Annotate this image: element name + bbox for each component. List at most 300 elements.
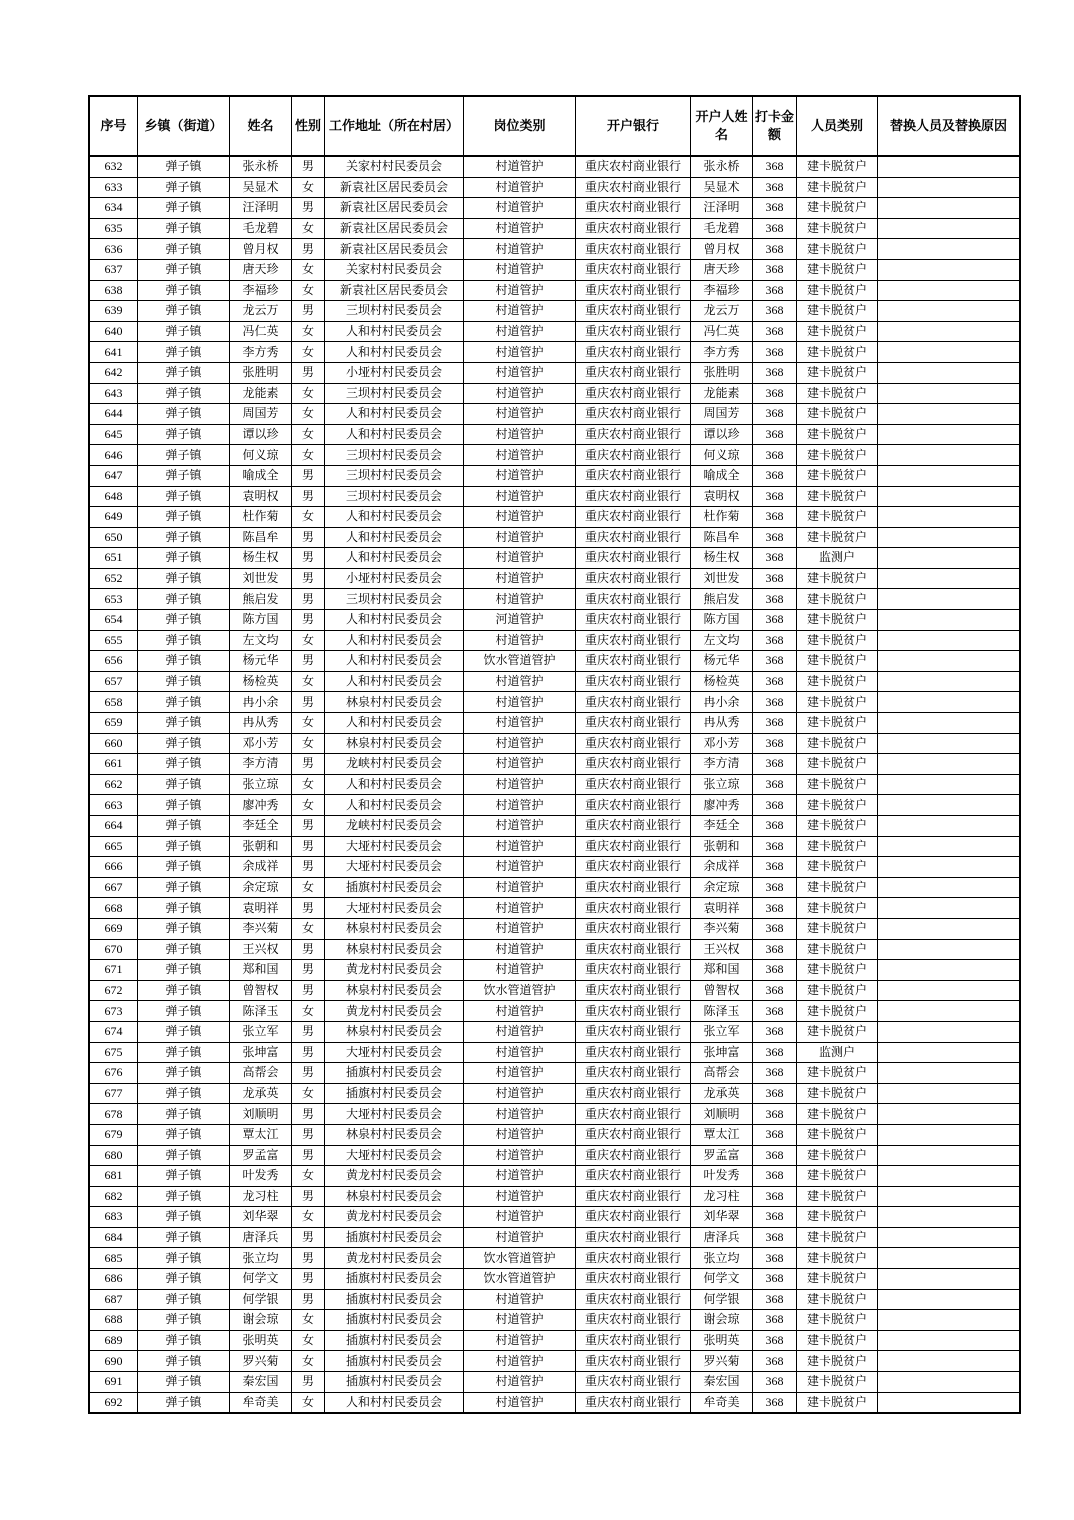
cell-township: 弹子镇: [138, 1166, 230, 1187]
cell-bank: 重庆农村商业银行: [576, 1330, 691, 1351]
cell-account-holder: 张永桥: [691, 156, 753, 177]
cell-job-category: 村道管护: [464, 1021, 576, 1042]
cell-work-address: 龙峡村村民委员会: [325, 754, 464, 775]
cell-replacement: [878, 321, 1021, 342]
cell-work-address: 人和村村民委员会: [325, 1392, 464, 1413]
cell-account-holder: 张明英: [691, 1330, 753, 1351]
cell-personnel-category: 建卡脱贫户: [797, 857, 878, 878]
cell-amount: 368: [753, 280, 797, 301]
cell-job-category: 村道管护: [464, 1372, 576, 1393]
cell-bank: 重庆农村商业银行: [576, 1392, 691, 1413]
cell-amount: 368: [753, 980, 797, 1001]
cell-amount: 368: [753, 239, 797, 260]
cell-gender: 女: [292, 342, 325, 363]
cell-serial: 682: [89, 1186, 138, 1207]
cell-replacement: [878, 651, 1021, 672]
cell-name: 张朝和: [230, 836, 292, 857]
cell-amount: 368: [753, 259, 797, 280]
cell-replacement: [878, 527, 1021, 548]
cell-name: 唐泽兵: [230, 1227, 292, 1248]
table-row: [89, 1145, 1020, 1166]
cell-name: 汪泽明: [230, 198, 292, 219]
cell-work-address: 插旗村村民委员会: [325, 1310, 464, 1331]
cell-gender: 男: [292, 980, 325, 1001]
cell-personnel-category: 建卡脱贫户: [797, 1372, 878, 1393]
cell-work-address: 人和村村民委员会: [325, 424, 464, 445]
cell-work-address: 插旗村村民委员会: [325, 1227, 464, 1248]
cell-bank: 重庆农村商业银行: [576, 1063, 691, 1084]
cell-work-address: 插旗村村民委员会: [325, 1063, 464, 1084]
cell-serial: 678: [89, 1104, 138, 1125]
cell-account-holder: 罗兴菊: [691, 1351, 753, 1372]
cell-township: 弹子镇: [138, 733, 230, 754]
cell-job-category: 村道管护: [464, 383, 576, 404]
table-row: [89, 1310, 1020, 1331]
cell-amount: 368: [753, 1330, 797, 1351]
cell-bank: 重庆农村商业银行: [576, 568, 691, 589]
cell-serial: 664: [89, 816, 138, 837]
cell-personnel-category: 建卡脱贫户: [797, 980, 878, 1001]
cell-work-address: 大垭村村民委员会: [325, 1042, 464, 1063]
cell-job-category: 村道管护: [464, 1042, 576, 1063]
cell-name: 李廷全: [230, 816, 292, 837]
cell-gender: 男: [292, 548, 325, 569]
cell-gender: 女: [292, 424, 325, 445]
cell-amount: 368: [753, 960, 797, 981]
cell-amount: 368: [753, 321, 797, 342]
cell-serial: 657: [89, 671, 138, 692]
cell-personnel-category: 建卡脱贫户: [797, 918, 878, 939]
cell-bank: 重庆农村商业银行: [576, 754, 691, 775]
cell-account-holder: 刘华翠: [691, 1207, 753, 1228]
cell-township: 弹子镇: [138, 342, 230, 363]
table-row: [89, 383, 1020, 404]
cell-bank: 重庆农村商业银行: [576, 692, 691, 713]
cell-bank: 重庆农村商业银行: [576, 1269, 691, 1290]
column-header-job-category: 岗位类别: [464, 96, 576, 156]
cell-name: 刘顺明: [230, 1104, 292, 1125]
cell-replacement: [878, 589, 1021, 610]
cell-replacement: [878, 280, 1021, 301]
table-row: [89, 404, 1020, 425]
cell-job-category: 村道管护: [464, 177, 576, 198]
cell-township: 弹子镇: [138, 280, 230, 301]
cell-serial: 632: [89, 156, 138, 177]
cell-gender: 男: [292, 527, 325, 548]
cell-serial: 680: [89, 1145, 138, 1166]
cell-job-category: 村道管护: [464, 156, 576, 177]
cell-personnel-category: 建卡脱贫户: [797, 1145, 878, 1166]
cell-serial: 691: [89, 1372, 138, 1393]
cell-work-address: 插旗村村民委员会: [325, 1083, 464, 1104]
cell-name: 张胜明: [230, 362, 292, 383]
cell-name: 廖冲秀: [230, 795, 292, 816]
cell-replacement: [878, 424, 1021, 445]
cell-work-address: 三坝村村民委员会: [325, 445, 464, 466]
table-row: [89, 1351, 1020, 1372]
table-row: [89, 156, 1020, 177]
cell-township: 弹子镇: [138, 424, 230, 445]
cell-work-address: 龙峡村村民委员会: [325, 816, 464, 837]
cell-bank: 重庆农村商业银行: [576, 630, 691, 651]
cell-bank: 重庆农村商业银行: [576, 939, 691, 960]
cell-job-category: 饮水管道管护: [464, 1269, 576, 1290]
cell-serial: 647: [89, 465, 138, 486]
cell-amount: 368: [753, 836, 797, 857]
cell-bank: 重庆农村商业银行: [576, 918, 691, 939]
cell-account-holder: 龙云万: [691, 301, 753, 322]
cell-replacement: [878, 362, 1021, 383]
cell-serial: 688: [89, 1310, 138, 1331]
cell-name: 陈昌牟: [230, 527, 292, 548]
header-row: [89, 96, 1020, 156]
cell-account-holder: 余成祥: [691, 857, 753, 878]
cell-township: 弹子镇: [138, 877, 230, 898]
cell-personnel-category: 建卡脱贫户: [797, 816, 878, 837]
cell-gender: 男: [292, 1227, 325, 1248]
cell-gender: 男: [292, 568, 325, 589]
cell-amount: 368: [753, 671, 797, 692]
cell-name: 张坤富: [230, 1042, 292, 1063]
cell-personnel-category: 建卡脱贫户: [797, 651, 878, 672]
table-row: [89, 259, 1020, 280]
cell-gender: 男: [292, 1145, 325, 1166]
cell-work-address: 大垭村村民委员会: [325, 898, 464, 919]
table-row: [89, 1207, 1020, 1228]
cell-serial: 637: [89, 259, 138, 280]
table-row: [89, 321, 1020, 342]
cell-gender: 男: [292, 816, 325, 837]
cell-job-category: 村道管护: [464, 218, 576, 239]
cell-personnel-category: 建卡脱贫户: [797, 1289, 878, 1310]
cell-account-holder: 李福珍: [691, 280, 753, 301]
cell-personnel-category: 建卡脱贫户: [797, 177, 878, 198]
cell-serial: 659: [89, 713, 138, 734]
cell-name: 何学银: [230, 1289, 292, 1310]
cell-job-category: 村道管护: [464, 568, 576, 589]
cell-account-holder: 何义琼: [691, 445, 753, 466]
cell-amount: 368: [753, 1021, 797, 1042]
cell-job-category: 村道管护: [464, 589, 576, 610]
cell-serial: 649: [89, 507, 138, 528]
cell-name: 吴显术: [230, 177, 292, 198]
cell-bank: 重庆农村商业银行: [576, 177, 691, 198]
cell-job-category: 村道管护: [464, 424, 576, 445]
cell-job-category: 村道管护: [464, 1330, 576, 1351]
cell-name: 张立均: [230, 1248, 292, 1269]
cell-serial: 692: [89, 1392, 138, 1413]
cell-gender: 男: [292, 1269, 325, 1290]
cell-bank: 重庆农村商业银行: [576, 507, 691, 528]
cell-bank: 重庆农村商业银行: [576, 1310, 691, 1331]
cell-personnel-category: 建卡脱贫户: [797, 342, 878, 363]
cell-amount: 368: [753, 1207, 797, 1228]
cell-amount: 368: [753, 486, 797, 507]
cell-township: 弹子镇: [138, 1330, 230, 1351]
cell-serial: 681: [89, 1166, 138, 1187]
table-row: [89, 1063, 1020, 1084]
cell-name: 谢会琼: [230, 1310, 292, 1331]
table-row: [89, 445, 1020, 466]
cell-name: 刘华翠: [230, 1207, 292, 1228]
cell-work-address: 黄龙村村民委员会: [325, 1248, 464, 1269]
cell-gender: 男: [292, 486, 325, 507]
cell-job-category: 村道管护: [464, 939, 576, 960]
table-row: [89, 795, 1020, 816]
cell-name: 熊启发: [230, 589, 292, 610]
cell-account-holder: 冉从秀: [691, 713, 753, 734]
cell-account-holder: 叶发秀: [691, 1166, 753, 1187]
cell-gender: 女: [292, 733, 325, 754]
cell-township: 弹子镇: [138, 1021, 230, 1042]
column-header-bank: 开户银行: [576, 96, 691, 156]
cell-serial: 679: [89, 1124, 138, 1145]
cell-bank: 重庆农村商业银行: [576, 280, 691, 301]
cell-account-holder: 李方秀: [691, 342, 753, 363]
cell-serial: 651: [89, 548, 138, 569]
cell-personnel-category: 建卡脱贫户: [797, 383, 878, 404]
table-row: [89, 301, 1020, 322]
cell-replacement: [878, 239, 1021, 260]
cell-township: 弹子镇: [138, 1248, 230, 1269]
cell-gender: 女: [292, 1001, 325, 1022]
cell-job-category: 村道管护: [464, 692, 576, 713]
cell-work-address: 三坝村村民委员会: [325, 383, 464, 404]
cell-account-holder: 曾月权: [691, 239, 753, 260]
cell-bank: 重庆农村商业银行: [576, 1124, 691, 1145]
cell-replacement: [878, 548, 1021, 569]
cell-township: 弹子镇: [138, 445, 230, 466]
cell-personnel-category: 建卡脱贫户: [797, 465, 878, 486]
cell-replacement: [878, 1227, 1021, 1248]
cell-township: 弹子镇: [138, 1104, 230, 1125]
cell-amount: 368: [753, 342, 797, 363]
cell-job-category: 村道管护: [464, 918, 576, 939]
cell-replacement: [878, 1351, 1021, 1372]
table-row: [89, 1269, 1020, 1290]
cell-replacement: [878, 342, 1021, 363]
cell-serial: 634: [89, 198, 138, 219]
table-row: [89, 754, 1020, 775]
cell-work-address: 黄龙村村民委员会: [325, 1166, 464, 1187]
cell-bank: 重庆农村商业银行: [576, 342, 691, 363]
cell-account-holder: 龙能素: [691, 383, 753, 404]
cell-work-address: 林泉村村民委员会: [325, 1186, 464, 1207]
cell-amount: 368: [753, 857, 797, 878]
table-row: [89, 527, 1020, 548]
cell-amount: 368: [753, 713, 797, 734]
cell-personnel-category: 建卡脱贫户: [797, 1063, 878, 1084]
cell-serial: 636: [89, 239, 138, 260]
table-row: [89, 1186, 1020, 1207]
cell-gender: 男: [292, 465, 325, 486]
cell-replacement: [878, 877, 1021, 898]
cell-job-category: 村道管护: [464, 1104, 576, 1125]
cell-name: 左文均: [230, 630, 292, 651]
cell-township: 弹子镇: [138, 754, 230, 775]
cell-township: 弹子镇: [138, 918, 230, 939]
cell-replacement: [878, 1063, 1021, 1084]
cell-replacement: [878, 383, 1021, 404]
cell-gender: 女: [292, 630, 325, 651]
cell-township: 弹子镇: [138, 1145, 230, 1166]
cell-serial: 675: [89, 1042, 138, 1063]
cell-replacement: [878, 857, 1021, 878]
table-row: [89, 239, 1020, 260]
cell-township: 弹子镇: [138, 1186, 230, 1207]
cell-amount: 368: [753, 610, 797, 631]
cell-work-address: 大垭村村民委员会: [325, 1145, 464, 1166]
cell-account-holder: 郑和国: [691, 960, 753, 981]
cell-replacement: [878, 1104, 1021, 1125]
cell-gender: 女: [292, 774, 325, 795]
cell-personnel-category: 建卡脱贫户: [797, 1166, 878, 1187]
cell-account-holder: 毛龙碧: [691, 218, 753, 239]
cell-job-category: 村道管护: [464, 362, 576, 383]
cell-replacement: [878, 259, 1021, 280]
cell-township: 弹子镇: [138, 383, 230, 404]
cell-personnel-category: 建卡脱贫户: [797, 754, 878, 775]
cell-job-category: 村道管护: [464, 507, 576, 528]
cell-name: 牟奇美: [230, 1392, 292, 1413]
cell-replacement: [878, 1124, 1021, 1145]
cell-gender: 男: [292, 610, 325, 631]
cell-work-address: 大垭村村民委员会: [325, 857, 464, 878]
cell-work-address: 小垭村村民委员会: [325, 568, 464, 589]
cell-township: 弹子镇: [138, 568, 230, 589]
cell-township: 弹子镇: [138, 486, 230, 507]
cell-account-holder: 吴显术: [691, 177, 753, 198]
table-row: [89, 1248, 1020, 1269]
cell-personnel-category: 建卡脱贫户: [797, 486, 878, 507]
cell-township: 弹子镇: [138, 507, 230, 528]
cell-name: 毛龙碧: [230, 218, 292, 239]
cell-serial: 667: [89, 877, 138, 898]
cell-job-category: 村道管护: [464, 280, 576, 301]
cell-job-category: 村道管护: [464, 960, 576, 981]
cell-amount: 368: [753, 1124, 797, 1145]
cell-replacement: [878, 692, 1021, 713]
cell-bank: 重庆农村商业银行: [576, 1001, 691, 1022]
table-row: [89, 548, 1020, 569]
cell-amount: 368: [753, 1063, 797, 1084]
cell-amount: 368: [753, 1392, 797, 1413]
cell-account-holder: 曾智权: [691, 980, 753, 1001]
table-row: [89, 1001, 1020, 1022]
cell-work-address: 新袁社区居民委员会: [325, 198, 464, 219]
cell-name: 杜作菊: [230, 507, 292, 528]
cell-account-holder: 喻成全: [691, 465, 753, 486]
cell-work-address: 人和村村民委员会: [325, 713, 464, 734]
cell-replacement: [878, 836, 1021, 857]
cell-replacement: [878, 218, 1021, 239]
cell-work-address: 新袁社区居民委员会: [325, 177, 464, 198]
cell-account-holder: 王兴权: [691, 939, 753, 960]
cell-serial: 676: [89, 1063, 138, 1084]
cell-gender: 男: [292, 1021, 325, 1042]
cell-name: 陈方国: [230, 610, 292, 631]
cell-name: 覃太江: [230, 1124, 292, 1145]
cell-replacement: [878, 1145, 1021, 1166]
cell-replacement: [878, 1042, 1021, 1063]
cell-job-category: 村道管护: [464, 1124, 576, 1145]
cell-bank: 重庆农村商业银行: [576, 1042, 691, 1063]
cell-amount: 368: [753, 1351, 797, 1372]
cell-bank: 重庆农村商业银行: [576, 1351, 691, 1372]
cell-account-holder: 覃太江: [691, 1124, 753, 1145]
table-row: [89, 733, 1020, 754]
cell-township: 弹子镇: [138, 816, 230, 837]
cell-job-category: 村道管护: [464, 1145, 576, 1166]
cell-work-address: 三坝村村民委员会: [325, 486, 464, 507]
cell-bank: 重庆农村商业银行: [576, 321, 691, 342]
cell-amount: 368: [753, 774, 797, 795]
cell-amount: 368: [753, 507, 797, 528]
cell-job-category: 村道管护: [464, 1310, 576, 1331]
cell-work-address: 人和村村民委员会: [325, 507, 464, 528]
cell-work-address: 人和村村民委员会: [325, 610, 464, 631]
cell-amount: 368: [753, 733, 797, 754]
cell-gender: 女: [292, 1351, 325, 1372]
cell-serial: 635: [89, 218, 138, 239]
cell-bank: 重庆农村商业银行: [576, 713, 691, 734]
cell-gender: 男: [292, 857, 325, 878]
cell-serial: 648: [89, 486, 138, 507]
cell-replacement: [878, 898, 1021, 919]
table-row: [89, 610, 1020, 631]
cell-account-holder: 陈昌牟: [691, 527, 753, 548]
cell-name: 喻成全: [230, 465, 292, 486]
table-row: [89, 692, 1020, 713]
cell-replacement: [878, 610, 1021, 631]
cell-gender: 女: [292, 280, 325, 301]
cell-account-holder: 牟奇美: [691, 1392, 753, 1413]
cell-gender: 女: [292, 877, 325, 898]
cell-account-holder: 袁明祥: [691, 898, 753, 919]
cell-bank: 重庆农村商业银行: [576, 548, 691, 569]
cell-amount: 368: [753, 1289, 797, 1310]
cell-amount: 368: [753, 1104, 797, 1125]
cell-serial: 650: [89, 527, 138, 548]
cell-account-holder: 冉小余: [691, 692, 753, 713]
cell-account-holder: 廖冲秀: [691, 795, 753, 816]
cell-township: 弹子镇: [138, 630, 230, 651]
cell-account-holder: 唐泽兵: [691, 1227, 753, 1248]
cell-job-category: 村道管护: [464, 713, 576, 734]
cell-serial: 672: [89, 980, 138, 1001]
cell-account-holder: 张朝和: [691, 836, 753, 857]
cell-name: 李兴菊: [230, 918, 292, 939]
cell-job-category: 村道管护: [464, 774, 576, 795]
cell-gender: 男: [292, 1248, 325, 1269]
cell-work-address: 插旗村村民委员会: [325, 1330, 464, 1351]
cell-township: 弹子镇: [138, 465, 230, 486]
cell-name: 叶发秀: [230, 1166, 292, 1187]
table-row: [89, 980, 1020, 1001]
cell-work-address: 人和村村民委员会: [325, 527, 464, 548]
cell-name: 杨检英: [230, 671, 292, 692]
cell-gender: 女: [292, 259, 325, 280]
cell-bank: 重庆农村商业银行: [576, 795, 691, 816]
cell-account-holder: 张立琼: [691, 774, 753, 795]
cell-township: 弹子镇: [138, 301, 230, 322]
cell-amount: 368: [753, 301, 797, 322]
cell-serial: 663: [89, 795, 138, 816]
column-header-name: 姓名: [230, 96, 292, 156]
cell-account-holder: 张立均: [691, 1248, 753, 1269]
cell-replacement: [878, 671, 1021, 692]
cell-gender: 男: [292, 939, 325, 960]
